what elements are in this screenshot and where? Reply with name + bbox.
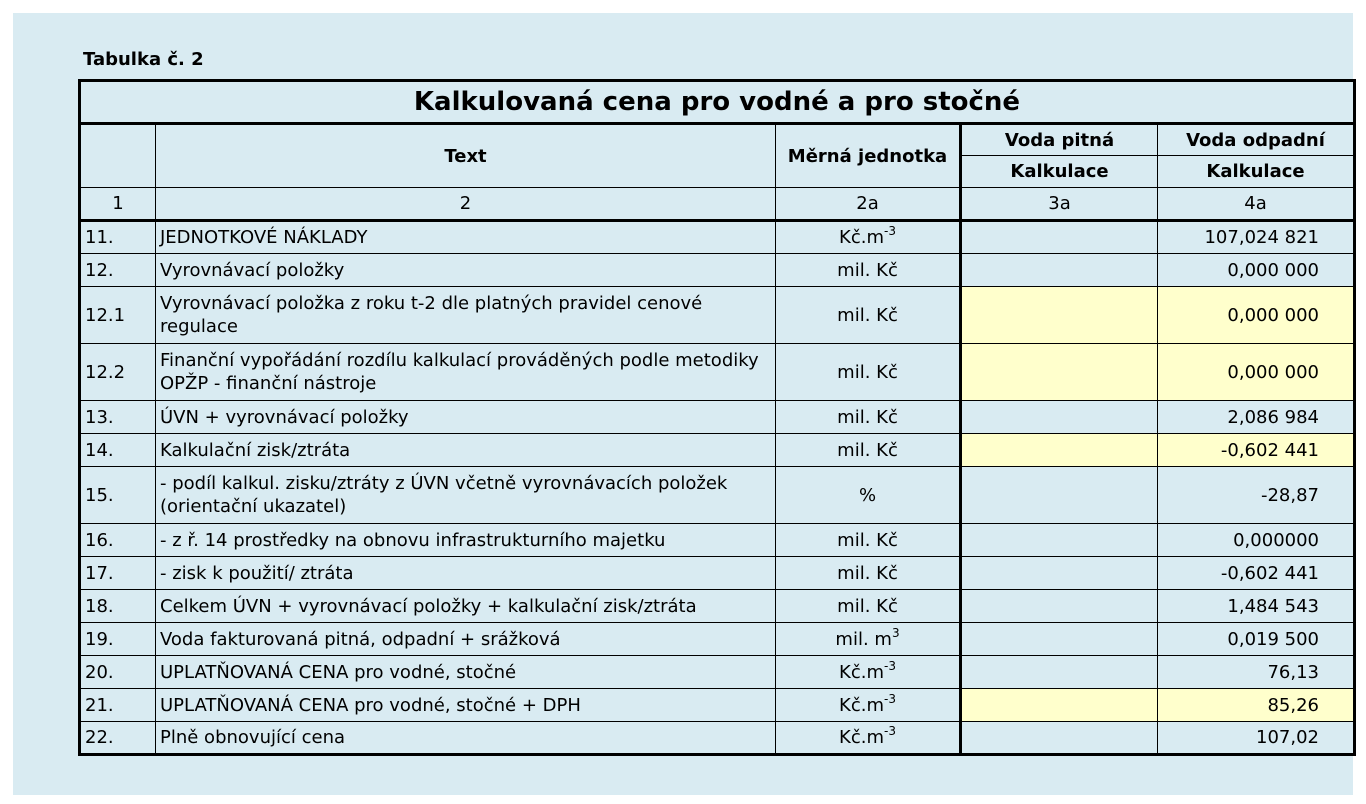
cell-water-waste: 0,000 000	[1158, 287, 1355, 344]
table-row	[80, 524, 1355, 557]
cell-water-drinking	[961, 434, 1158, 467]
unit-label: Kč.m	[839, 694, 884, 716]
table-title: Kalkulovaná cena pro vodné a pro stočné	[80, 81, 1355, 124]
header-calc-waste: Kalkulace	[1158, 156, 1355, 188]
cell-water-waste: 107,024 821	[1158, 221, 1355, 254]
unit-exponent: -3	[884, 658, 896, 673]
unit-label: mil. Kč	[837, 304, 898, 326]
column-number-3a: 3a	[961, 188, 1158, 221]
row-text: ÚVN + vyrovnávací položky	[156, 401, 776, 434]
table-row	[80, 401, 1355, 434]
cell-water-drinking	[961, 287, 1158, 344]
table-row	[80, 254, 1355, 287]
table-row	[80, 623, 1355, 656]
unit-exponent: 3	[891, 625, 900, 640]
unit-exponent: -3	[884, 724, 896, 738]
table-row	[80, 689, 1355, 722]
unit-label: Kč.m	[839, 727, 884, 748]
row-text: - podíl kalkul. zisku/ztráty z ÚVN včetně vyrovnávacích položek (orientační ukazatel)	[156, 467, 776, 524]
row-unit	[776, 623, 961, 656]
row-text: Celkem ÚVN + vyrovnávací položky + kalkulační zisk/ztráta	[156, 590, 776, 623]
cell-water-drinking	[961, 524, 1158, 557]
unit-exponent: -3	[884, 691, 896, 706]
column-number-2: 2	[156, 188, 776, 221]
row-number: 16.	[80, 524, 156, 557]
table-row	[80, 344, 1355, 401]
row-text: - zisk k použití/ ztráta	[156, 557, 776, 590]
cell-water-drinking	[961, 467, 1158, 524]
row-text: JEDNOTKOVÉ NÁKLADY	[156, 221, 776, 254]
cell-water-drinking	[961, 590, 1158, 623]
table-row	[80, 722, 1355, 755]
row-number: 12.	[80, 254, 156, 287]
row-unit	[776, 344, 961, 401]
header-unit: Měrná jednotka	[776, 124, 961, 188]
unit-label: mil. Kč	[837, 259, 898, 281]
unit-label: Kč.m	[839, 661, 884, 683]
header-calc-drinking: Kalkulace	[961, 156, 1158, 188]
cell-water-waste: 2,086 984	[1158, 401, 1355, 434]
row-number: 17.	[80, 557, 156, 590]
cell-water-drinking	[961, 722, 1158, 755]
cell-water-waste: 0,000 000	[1158, 344, 1355, 401]
row-unit	[776, 722, 961, 755]
cell-water-waste: 1,484 543	[1158, 590, 1355, 623]
cell-water-waste: -0,602 441	[1158, 557, 1355, 590]
row-number: 18.	[80, 590, 156, 623]
row-text: - z ř. 14 prostředky na obnovu infrastrukturního majetku	[156, 524, 776, 557]
unit-label: mil. Kč	[837, 361, 898, 383]
row-text: Vyrovnávací položky	[156, 254, 776, 287]
row-text: Kalkulační zisk/ztráta	[156, 434, 776, 467]
cell-water-drinking	[961, 557, 1158, 590]
cell-water-waste: 76,13	[1158, 656, 1355, 689]
row-number: 11.	[80, 221, 156, 254]
table-row	[80, 287, 1355, 344]
cell-water-waste: 0,019 500	[1158, 623, 1355, 656]
row-number: 22.	[80, 722, 156, 755]
row-unit	[776, 221, 961, 254]
header-water-drinking: Voda pitná	[961, 124, 1158, 156]
unit-label: Kč.m	[839, 227, 884, 248]
table-row	[80, 434, 1355, 467]
row-number: 14.	[80, 434, 156, 467]
cell-water-waste: 107,02	[1158, 722, 1355, 755]
cell-water-waste: 0,000 000	[1158, 254, 1355, 287]
row-number: 21.	[80, 689, 156, 722]
unit-exponent: -3	[884, 224, 896, 238]
row-text: Vyrovnávací položka z roku t-2 dle platných pravidel cenové regulace	[156, 287, 776, 344]
table-row	[80, 590, 1355, 623]
cell-water-drinking	[961, 221, 1158, 254]
cell-water-drinking	[961, 689, 1158, 722]
row-unit	[776, 557, 961, 590]
unit-label: mil. m	[835, 628, 892, 650]
row-unit	[776, 287, 961, 344]
table-row	[80, 467, 1355, 524]
price-calculation-table	[78, 79, 1356, 756]
row-unit	[776, 689, 961, 722]
row-number: 15.	[80, 467, 156, 524]
cell-water-waste: 85,26	[1158, 689, 1355, 722]
row-number: 12.2	[80, 344, 156, 401]
unit-label: mil. Kč	[837, 595, 898, 617]
header-water-waste: Voda odpadní	[1158, 124, 1355, 156]
row-unit	[776, 524, 961, 557]
table-row	[80, 557, 1355, 590]
table-caption: Tabulka č. 2	[83, 49, 204, 70]
row-unit	[776, 590, 961, 623]
cell-water-drinking	[961, 656, 1158, 689]
column-number-4a: 4a	[1158, 188, 1355, 221]
row-unit	[776, 434, 961, 467]
unit-label: mil. Kč	[837, 406, 898, 428]
column-number-1: 1	[80, 188, 156, 221]
cell-water-drinking	[961, 623, 1158, 656]
row-number: 13.	[80, 401, 156, 434]
cell-water-waste: 0,000000	[1158, 524, 1355, 557]
column-number-2a: 2a	[776, 188, 961, 221]
cell-water-drinking	[961, 344, 1158, 401]
row-unit	[776, 401, 961, 434]
header-blank	[80, 124, 156, 188]
row-unit	[776, 467, 961, 524]
cell-water-drinking	[961, 254, 1158, 287]
unit-label: mil. Kč	[837, 562, 898, 584]
unit-label: mil. Kč	[837, 439, 898, 461]
row-text: Plně obnovující cena	[156, 722, 776, 755]
row-unit	[776, 254, 961, 287]
cell-water-drinking	[961, 401, 1158, 434]
row-unit	[776, 656, 961, 689]
row-text: UPLATŇOVANÁ CENA pro vodné, stočné	[156, 656, 776, 689]
cell-water-waste: -0,602 441	[1158, 434, 1355, 467]
unit-label: mil. Kč	[837, 529, 898, 551]
row-text: UPLATŇOVANÁ CENA pro vodné, stočné + DPH	[156, 689, 776, 722]
unit-label: %	[858, 484, 877, 506]
cell-water-waste: -28,87	[1158, 467, 1355, 524]
table-row	[80, 656, 1355, 689]
row-number: 20.	[80, 656, 156, 689]
row-text: Voda fakturovaná pitná, odpadní + srážková	[156, 623, 776, 656]
row-text: Finanční vypořádání rozdílu kalkulací prováděných podle metodiky OPŽP - finanční nástroje	[156, 344, 776, 401]
table-row	[80, 221, 1355, 254]
row-number: 19.	[80, 623, 156, 656]
row-number: 12.1	[80, 287, 156, 344]
header-text: Text	[156, 124, 776, 188]
